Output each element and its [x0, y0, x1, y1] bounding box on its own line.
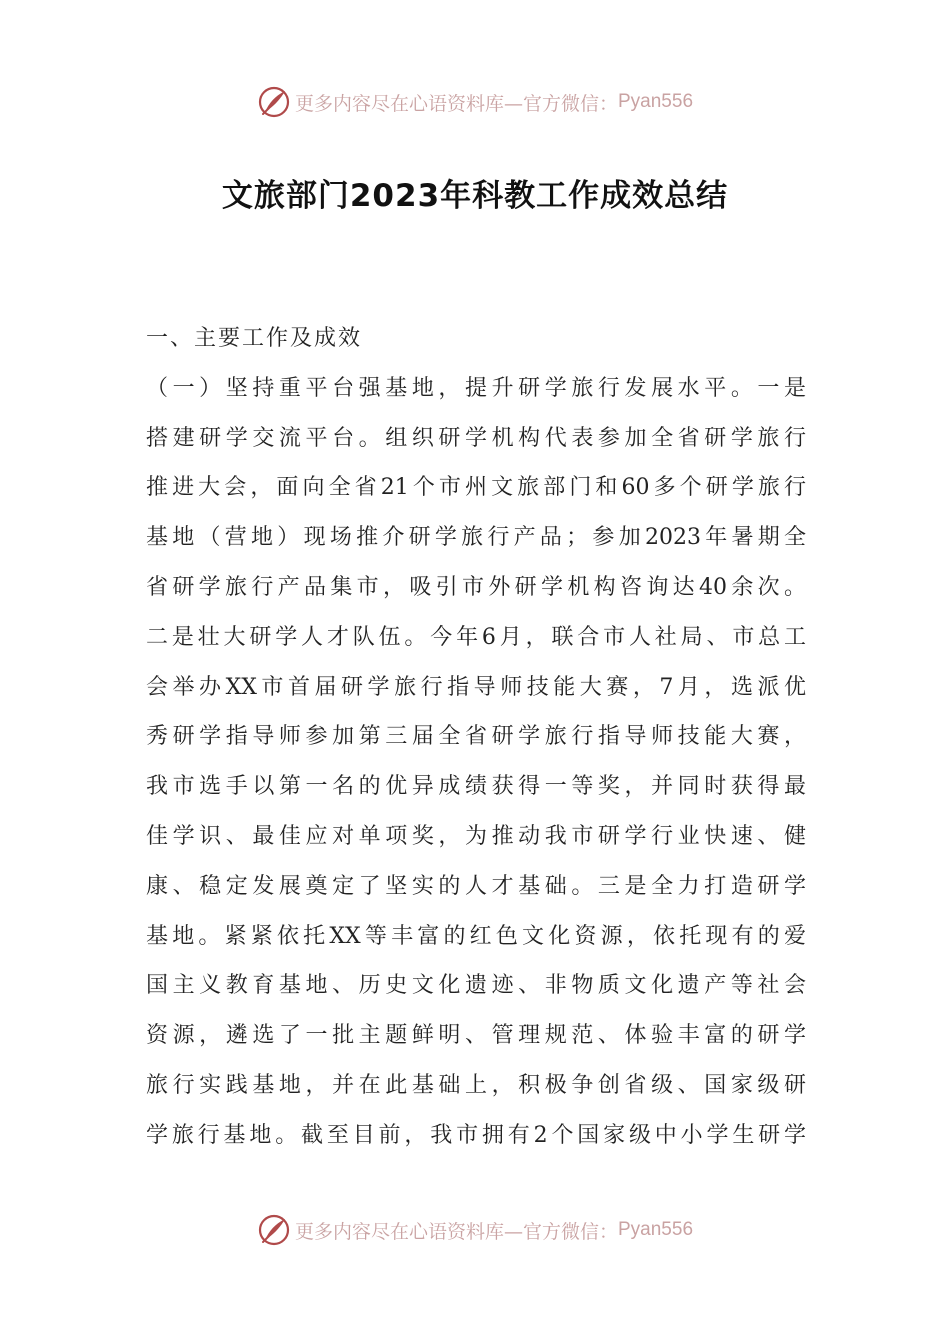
- body-line: 我市选手以第一名的优异成绩获得一等奖，并同时获得最: [146, 774, 806, 800]
- body-line: 学旅行基地。截至目前，我市拥有2个国家级中小学生研学: [146, 1122, 806, 1148]
- body-line: 省研学旅行产品集市，吸引市外研学机构咨询达40余次。: [146, 574, 806, 600]
- body-line: 秀研学指导师参加第三届全省研学旅行指导师技能大赛，: [146, 724, 806, 750]
- body-line: 基地。紧紧依托XX等丰富的红色文化资源，依托现有的爱: [146, 923, 806, 949]
- section-heading: 一、主要工作及成效: [146, 326, 363, 351]
- body-line: 资源，遴选了一批主题鲜明、管理规范、体验丰富的研学: [146, 1023, 806, 1049]
- body-line: 基地（营地）现场推介研学旅行产品；参加2023年暑期全: [146, 525, 806, 551]
- body-line: 搭建研学交流平台。组织研学机构代表参加全省研学旅行: [146, 425, 806, 451]
- body-line: 旅行实践基地，并在此基础上，积极争创省级、国家级研: [146, 1072, 806, 1098]
- body-line: 国主义教育基地、历史文化遗迹、非物质文化遗产等社会: [146, 973, 806, 999]
- quill-logo-icon: [257, 1213, 291, 1247]
- body-line: 佳学识、最佳应对单项奖，为推动我市研学行业快速、健: [146, 823, 806, 849]
- document-body: [146, 314, 806, 1161]
- watermark-text: 更多内容尽在心语资料库—官方微信：: [294, 1220, 618, 1243]
- body-line: 会举办XX市首届研学旅行指导师技能大赛，7月，选派优: [146, 674, 806, 700]
- body-line: 推进大会，面向全省21个市州文旅部门和60多个研学旅行: [146, 475, 806, 501]
- watermark-wechat-id: Pyan556: [618, 1219, 694, 1240]
- body-line: （一）坚持重平台强基地，提升研学旅行发展水平。一是: [146, 375, 806, 401]
- body-line: 康、稳定发展奠定了坚实的人才基础。三是全力打造研学: [146, 873, 806, 899]
- watermark-wechat-id: Pyan556: [618, 91, 694, 112]
- footer-watermark: [0, 1212, 950, 1248]
- quill-logo-icon: [257, 85, 291, 119]
- body-line: 二是壮大研学人才队伍。今年6月，联合市人社局、市总工: [146, 624, 806, 650]
- watermark-text: 更多内容尽在心语资料库—官方微信：: [294, 92, 618, 115]
- header-watermark: [0, 84, 950, 120]
- document-title: 文旅部门2023年科教工作成效总结: [221, 178, 729, 214]
